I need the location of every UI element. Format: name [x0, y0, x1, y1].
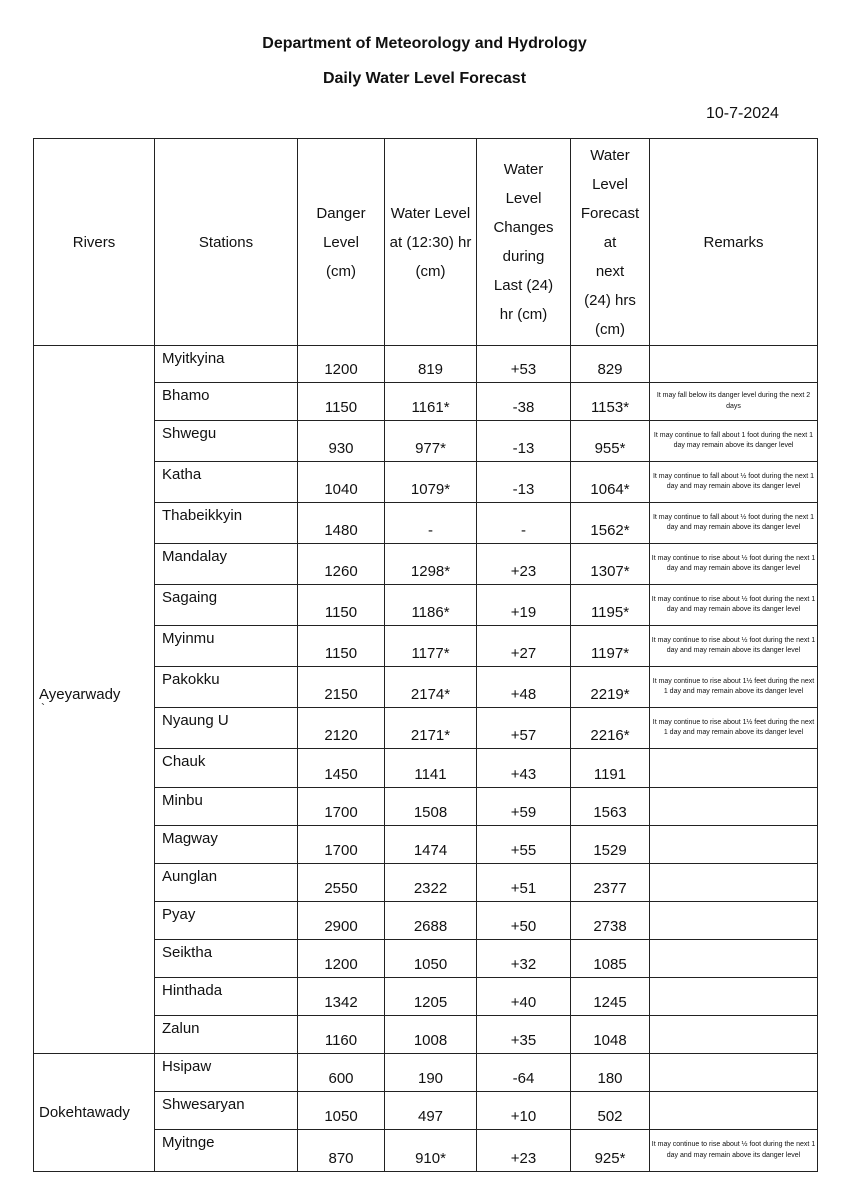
remark-cell [650, 788, 818, 826]
danger-level-cell: 1260 [298, 544, 385, 585]
document-title: Department of Meteorology and Hydrology [262, 35, 587, 52]
forecast-header-line: (24) hrs [584, 291, 636, 309]
remark-cell: It may continue to fall about ½ foot during the next 1 day and may remain above its danger level [650, 503, 818, 544]
forecast-cell: 1064* [571, 462, 650, 503]
forecast-header-line: (cm) [595, 320, 625, 338]
remark-cell: It may continue to fall about ½ foot during the next 1 day and may remain above its danger level [650, 462, 818, 503]
station-cell: Nyaung U [155, 708, 298, 749]
river-name: Ayeyarwady [39, 686, 121, 703]
forecast-cell: 1048 [571, 1016, 650, 1054]
station-cell: Shwesaryan [155, 1092, 298, 1130]
station-cell: Hinthada [155, 978, 298, 1016]
change-cell: +48 [477, 667, 571, 708]
forecast-cell: 1191 [571, 749, 650, 788]
water-level-cell: 1205 [385, 978, 477, 1016]
col-header-remarks: Remarks [650, 139, 818, 346]
remark-cell: It may continue to rise about ½ foot during the next 1 day and may remain above its danger level [650, 1130, 818, 1172]
remark-cell [650, 749, 818, 788]
water-level-table [33, 138, 818, 1172]
change-cell: - [477, 503, 571, 544]
station-cell: Pyay [155, 902, 298, 940]
water-level-cell: 1079* [385, 462, 477, 503]
change-cell: +40 [477, 978, 571, 1016]
water-level-cell: 497 [385, 1092, 477, 1130]
remark-cell: It may continue to rise about ½ foot during the next 1 day and may remain above its danger level [650, 544, 818, 585]
remark-cell [650, 864, 818, 902]
col-header-water-level [385, 139, 477, 346]
change-cell: -64 [477, 1054, 571, 1092]
water-level-cell: 1298* [385, 544, 477, 585]
danger-level-cell: 1150 [298, 626, 385, 667]
col-header-danger-level [298, 139, 385, 346]
water-level-cell: 2171* [385, 708, 477, 749]
col-header-changes [477, 139, 571, 346]
forecast-cell: 2738 [571, 902, 650, 940]
water-level-cell: 1474 [385, 826, 477, 864]
changes-header-line: hr (cm) [499, 306, 548, 323]
water-level-cell: 1050 [385, 940, 477, 978]
change-cell: -13 [477, 462, 571, 503]
document-subtitle: Daily Water Level Forecast [322, 70, 527, 87]
forecast-cell: 955* [571, 421, 650, 462]
change-cell: +55 [477, 826, 571, 864]
station-cell: Shwegu [155, 421, 298, 462]
forecast-cell: 2219* [571, 667, 650, 708]
danger-level-cell: 2550 [298, 864, 385, 902]
change-cell: +43 [477, 749, 571, 788]
forecast-cell: 1529 [571, 826, 650, 864]
station-cell: Hsipaw [155, 1054, 298, 1092]
water-level-header-line: (cm) [415, 262, 446, 280]
remark-cell [650, 826, 818, 864]
forecast-header-line: Level [592, 175, 628, 193]
water-level-cell: 2322 [385, 864, 477, 902]
change-cell: +53 [477, 346, 571, 383]
changes-header-line: Last (24) [493, 277, 554, 294]
change-cell: +10 [477, 1092, 571, 1130]
danger-level-cell: 1700 [298, 788, 385, 826]
table-row [34, 346, 818, 383]
change-cell: +50 [477, 902, 571, 940]
table-body [34, 346, 818, 1172]
col-header-stations: Stations [155, 139, 298, 346]
remark-cell [650, 346, 818, 383]
change-cell: +23 [477, 544, 571, 585]
forecast-cell: 1307* [571, 544, 650, 585]
forecast-header-line: at [603, 233, 617, 251]
changes-header-line: Level [505, 190, 542, 207]
danger-level-cell: 870 [298, 1130, 385, 1172]
change-cell: +35 [477, 1016, 571, 1054]
river-mark: ` [41, 701, 45, 715]
river-cell [34, 1054, 155, 1172]
water-level-header-line: Water Level [390, 204, 471, 222]
forecast-cell: 180 [571, 1054, 650, 1092]
forecast-cell: 1563 [571, 788, 650, 826]
forecast-cell: 829 [571, 346, 650, 383]
station-cell: Zalun [155, 1016, 298, 1054]
station-cell: Myinmu [155, 626, 298, 667]
col-header-rivers: Rivers [34, 139, 155, 346]
danger-header-line: Danger [316, 204, 366, 222]
station-cell: Thabeikkyin [155, 503, 298, 544]
forecast-cell: 1245 [571, 978, 650, 1016]
forecast-cell: 502 [571, 1092, 650, 1130]
water-level-cell: 910* [385, 1130, 477, 1172]
change-cell: -13 [477, 421, 571, 462]
change-cell: +27 [477, 626, 571, 667]
remark-cell [650, 1092, 818, 1130]
station-cell: Magway [155, 826, 298, 864]
water-level-cell: - [385, 503, 477, 544]
danger-level-cell: 1050 [298, 1092, 385, 1130]
danger-level-cell: 2120 [298, 708, 385, 749]
danger-header-line: (cm) [326, 262, 356, 280]
remark-cell: It may continue to rise about ½ foot during the next 1 day and may remain above its danger level [650, 585, 818, 626]
col-header-forecast [571, 139, 650, 346]
changes-header-line: Water [503, 161, 544, 178]
forecast-cell: 2216* [571, 708, 650, 749]
forecast-header-line: Forecast [580, 204, 640, 222]
change-cell: +51 [477, 864, 571, 902]
danger-level-cell: 600 [298, 1054, 385, 1092]
danger-level-cell: 1342 [298, 978, 385, 1016]
remark-cell: It may continue to rise about 1½ feet during the next 1 day and may remain above its danger level [650, 708, 818, 749]
danger-level-cell: 930 [298, 421, 385, 462]
station-cell: Mandalay [155, 544, 298, 585]
remark-cell: It may continue to fall about 1 foot during the next 1 day may remain above its danger level [650, 421, 818, 462]
water-level-cell: 190 [385, 1054, 477, 1092]
river-name: Dokehtawady [39, 1104, 130, 1121]
water-level-cell: 1161* [385, 383, 477, 421]
changes-header-line: during [502, 248, 545, 265]
forecast-cell: 1562* [571, 503, 650, 544]
water-level-cell: 1141 [385, 749, 477, 788]
forecast-cell: 1085 [571, 940, 650, 978]
forecast-cell: 1153* [571, 383, 650, 421]
forecast-cell: 1197* [571, 626, 650, 667]
danger-level-cell: 1200 [298, 940, 385, 978]
water-level-cell: 819 [385, 346, 477, 383]
station-cell: Minbu [155, 788, 298, 826]
report-date: 10-7-2024 [706, 105, 779, 122]
water-level-cell: 1508 [385, 788, 477, 826]
water-level-cell: 2174* [385, 667, 477, 708]
river-cell [34, 346, 155, 1054]
forecast-cell: 2377 [571, 864, 650, 902]
remark-cell: It may fall below its danger level during the next 2 days [650, 383, 818, 421]
forecast-cell: 925* [571, 1130, 650, 1172]
forecast-header-line: next [595, 262, 625, 280]
change-cell: +19 [477, 585, 571, 626]
station-cell: Aunglan [155, 864, 298, 902]
station-cell: Katha [155, 462, 298, 503]
danger-level-cell: 2150 [298, 667, 385, 708]
change-cell: -38 [477, 383, 571, 421]
change-cell: +32 [477, 940, 571, 978]
change-cell: +57 [477, 708, 571, 749]
station-cell: Chauk [155, 749, 298, 788]
remark-cell: It may continue to rise about 1½ feet during the next 1 day and may remain above its danger level [650, 667, 818, 708]
remark-cell: It may continue to rise about ½ foot during the next 1 day and may remain above its danger level [650, 626, 818, 667]
forecast-header-line: Water [590, 146, 630, 164]
change-cell: +59 [477, 788, 571, 826]
header-row [34, 139, 818, 346]
water-level-cell: 2688 [385, 902, 477, 940]
station-cell: Bhamo [155, 383, 298, 421]
change-cell: +23 [477, 1130, 571, 1172]
table-row [34, 1054, 818, 1092]
remark-cell [650, 978, 818, 1016]
forecast-cell: 1195* [571, 585, 650, 626]
water-level-cell: 1186* [385, 585, 477, 626]
station-cell: Myitnge [155, 1130, 298, 1172]
remark-cell [650, 940, 818, 978]
danger-level-cell: 1700 [298, 826, 385, 864]
danger-level-cell: 1040 [298, 462, 385, 503]
water-level-cell: 1177* [385, 626, 477, 667]
danger-level-cell: 1480 [298, 503, 385, 544]
danger-level-cell: 1150 [298, 383, 385, 421]
remark-cell [650, 1016, 818, 1054]
danger-level-cell: 2900 [298, 902, 385, 940]
changes-header-line: Changes [493, 219, 554, 236]
water-level-cell: 977* [385, 421, 477, 462]
station-cell: Myitkyina [155, 346, 298, 383]
danger-level-cell: 1200 [298, 346, 385, 383]
danger-level-cell: 1160 [298, 1016, 385, 1054]
danger-level-cell: 1450 [298, 749, 385, 788]
station-cell: Sagaing [155, 585, 298, 626]
station-cell: Pakokku [155, 667, 298, 708]
water-level-cell: 1008 [385, 1016, 477, 1054]
water-level-header-line: at (12:30) hr [389, 233, 472, 251]
remark-cell [650, 1054, 818, 1092]
danger-header-line: Level [323, 233, 359, 251]
danger-level-cell: 1150 [298, 585, 385, 626]
remark-cell [650, 902, 818, 940]
station-cell: Seiktha [155, 940, 298, 978]
